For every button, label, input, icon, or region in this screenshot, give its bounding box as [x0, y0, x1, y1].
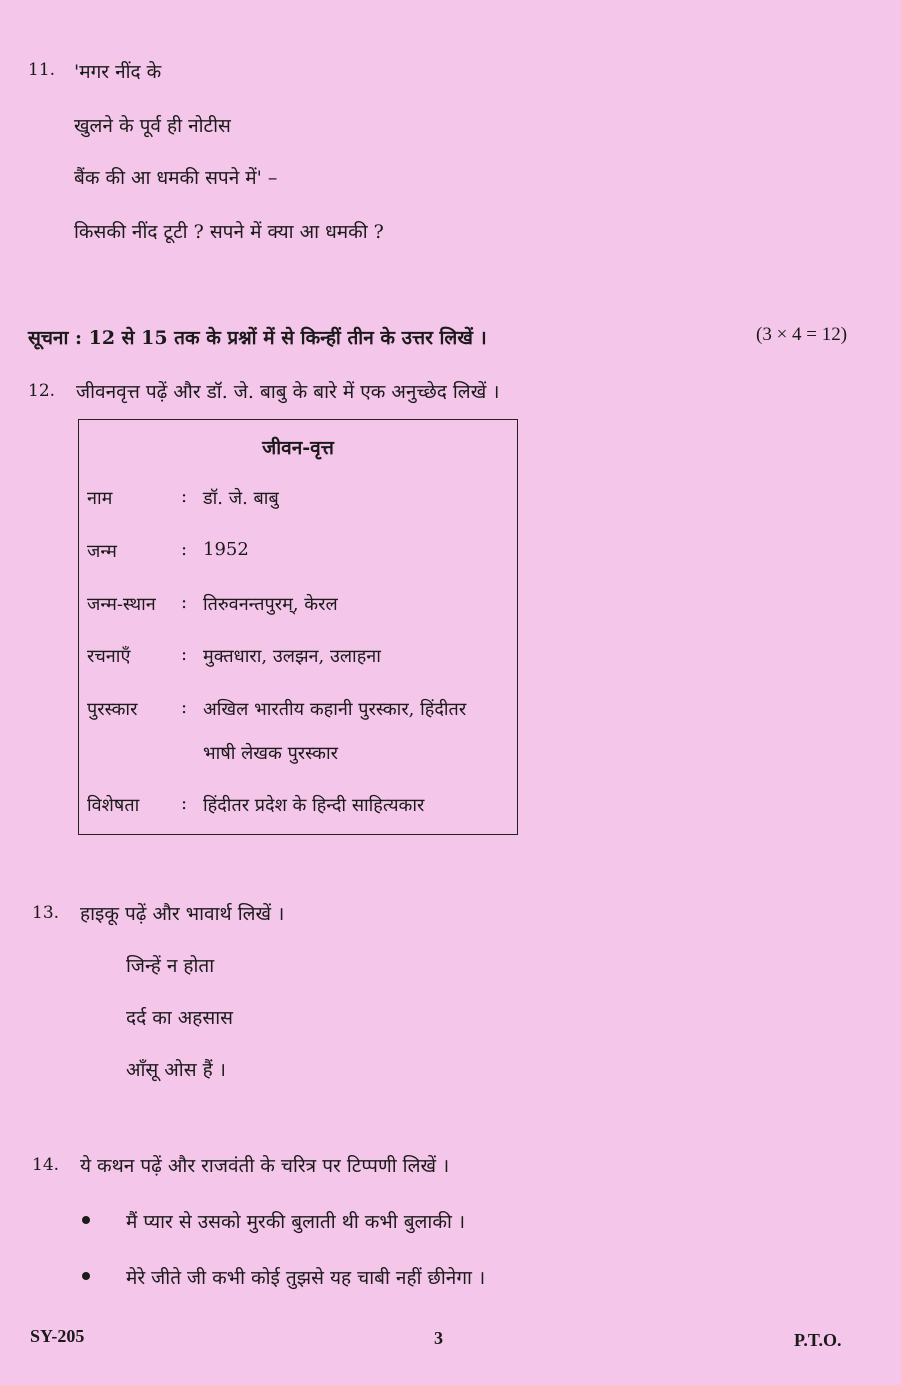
bio-colon: : [181, 644, 188, 665]
bio-value-birth: 1952 [203, 539, 249, 560]
bio-value-works: मुक्तधारा, उलझन, उलाहना [203, 646, 381, 667]
q14-bullet-1: मैं प्यार से उसको मुरकी बुलाती थी कभी बुलाकी । [126, 1211, 466, 1233]
bio-colon: : [181, 697, 188, 718]
bio-value-awards: अखिल भारतीय कहानी पुरस्कार, हिंदीतर [203, 699, 467, 720]
bio-box [78, 419, 518, 835]
q13-line-2: दर्द का अहसास [126, 1007, 233, 1029]
q11-line-2: खुलने के पूर्व ही नोटीस [74, 115, 231, 137]
q11-line-1: 'मगर नींद के [74, 61, 162, 83]
instruction-text: सूचना : 12 से 15 तक के प्रश्नों में से किन्हीं तीन के उत्तर लिखें । [28, 327, 487, 349]
bio-value-name: डॉ. जे. बाबु [203, 488, 279, 509]
q13-number: 13. [32, 903, 60, 923]
q14-text: ये कथन पढ़ें और राजवंती के चरित्र पर टिप्पणी लिखें । [80, 1155, 450, 1177]
bio-colon: : [181, 486, 188, 507]
q14-bullet-2: मेरे जीते जी कभी कोई तुझसे यह चाबी नहीं छीनेगा । [126, 1267, 486, 1289]
footer-pto: P.T.O. [794, 1330, 842, 1350]
q11-number: 11. [28, 60, 56, 80]
bio-value-awards-cont: भाषी लेखक पुरस्कार [203, 743, 339, 764]
q13-text: हाइकू पढ़ें और भावार्थ लिखें । [80, 903, 285, 925]
bio-colon: : [181, 539, 188, 560]
footer-code: SY-205 [30, 1326, 85, 1346]
bio-value-birthplace: तिरुवनन्तपुरम्, केरल [203, 594, 338, 615]
bio-label-birthplace: जन्म-स्थान [87, 594, 156, 615]
instruction-marks: (3 × 4 = 12) [756, 324, 848, 345]
bio-label-works: रचनाएँ [87, 646, 131, 667]
q12-text: जीवनवृत्त पढ़ें और डॉ. जे. बाबु के बारे में एक अनुच्छेद लिखें । [76, 381, 500, 403]
q11-line-4: किसकी नींद टूटी ? सपने में क्या आ धमकी ? [74, 221, 384, 243]
bio-colon: : [181, 793, 188, 814]
q13-line-3: आँसू ओस हैं । [126, 1059, 226, 1081]
footer-page-number: 3 [434, 1328, 443, 1348]
bio-label-speciality: विशेषता [87, 795, 140, 816]
q11-line-3: बैंक की आ धमकी सपने में' – [74, 167, 278, 189]
bio-title: जीवन-वृत्त [262, 437, 334, 459]
q13-line-1: जिन्हें न होता [126, 955, 215, 977]
q12-number: 12. [28, 381, 56, 401]
bio-colon: : [181, 592, 188, 613]
q14-number: 14. [32, 1155, 60, 1175]
bullet-icon [82, 1272, 90, 1280]
bio-label-awards: पुरस्कार [87, 699, 138, 720]
bio-value-speciality: हिंदीतर प्रदेश के हिन्दी साहित्यकार [203, 795, 425, 816]
bio-label-birth: जन्म [87, 541, 117, 562]
bio-label-name: नाम [87, 488, 113, 509]
bullet-icon [82, 1216, 90, 1224]
